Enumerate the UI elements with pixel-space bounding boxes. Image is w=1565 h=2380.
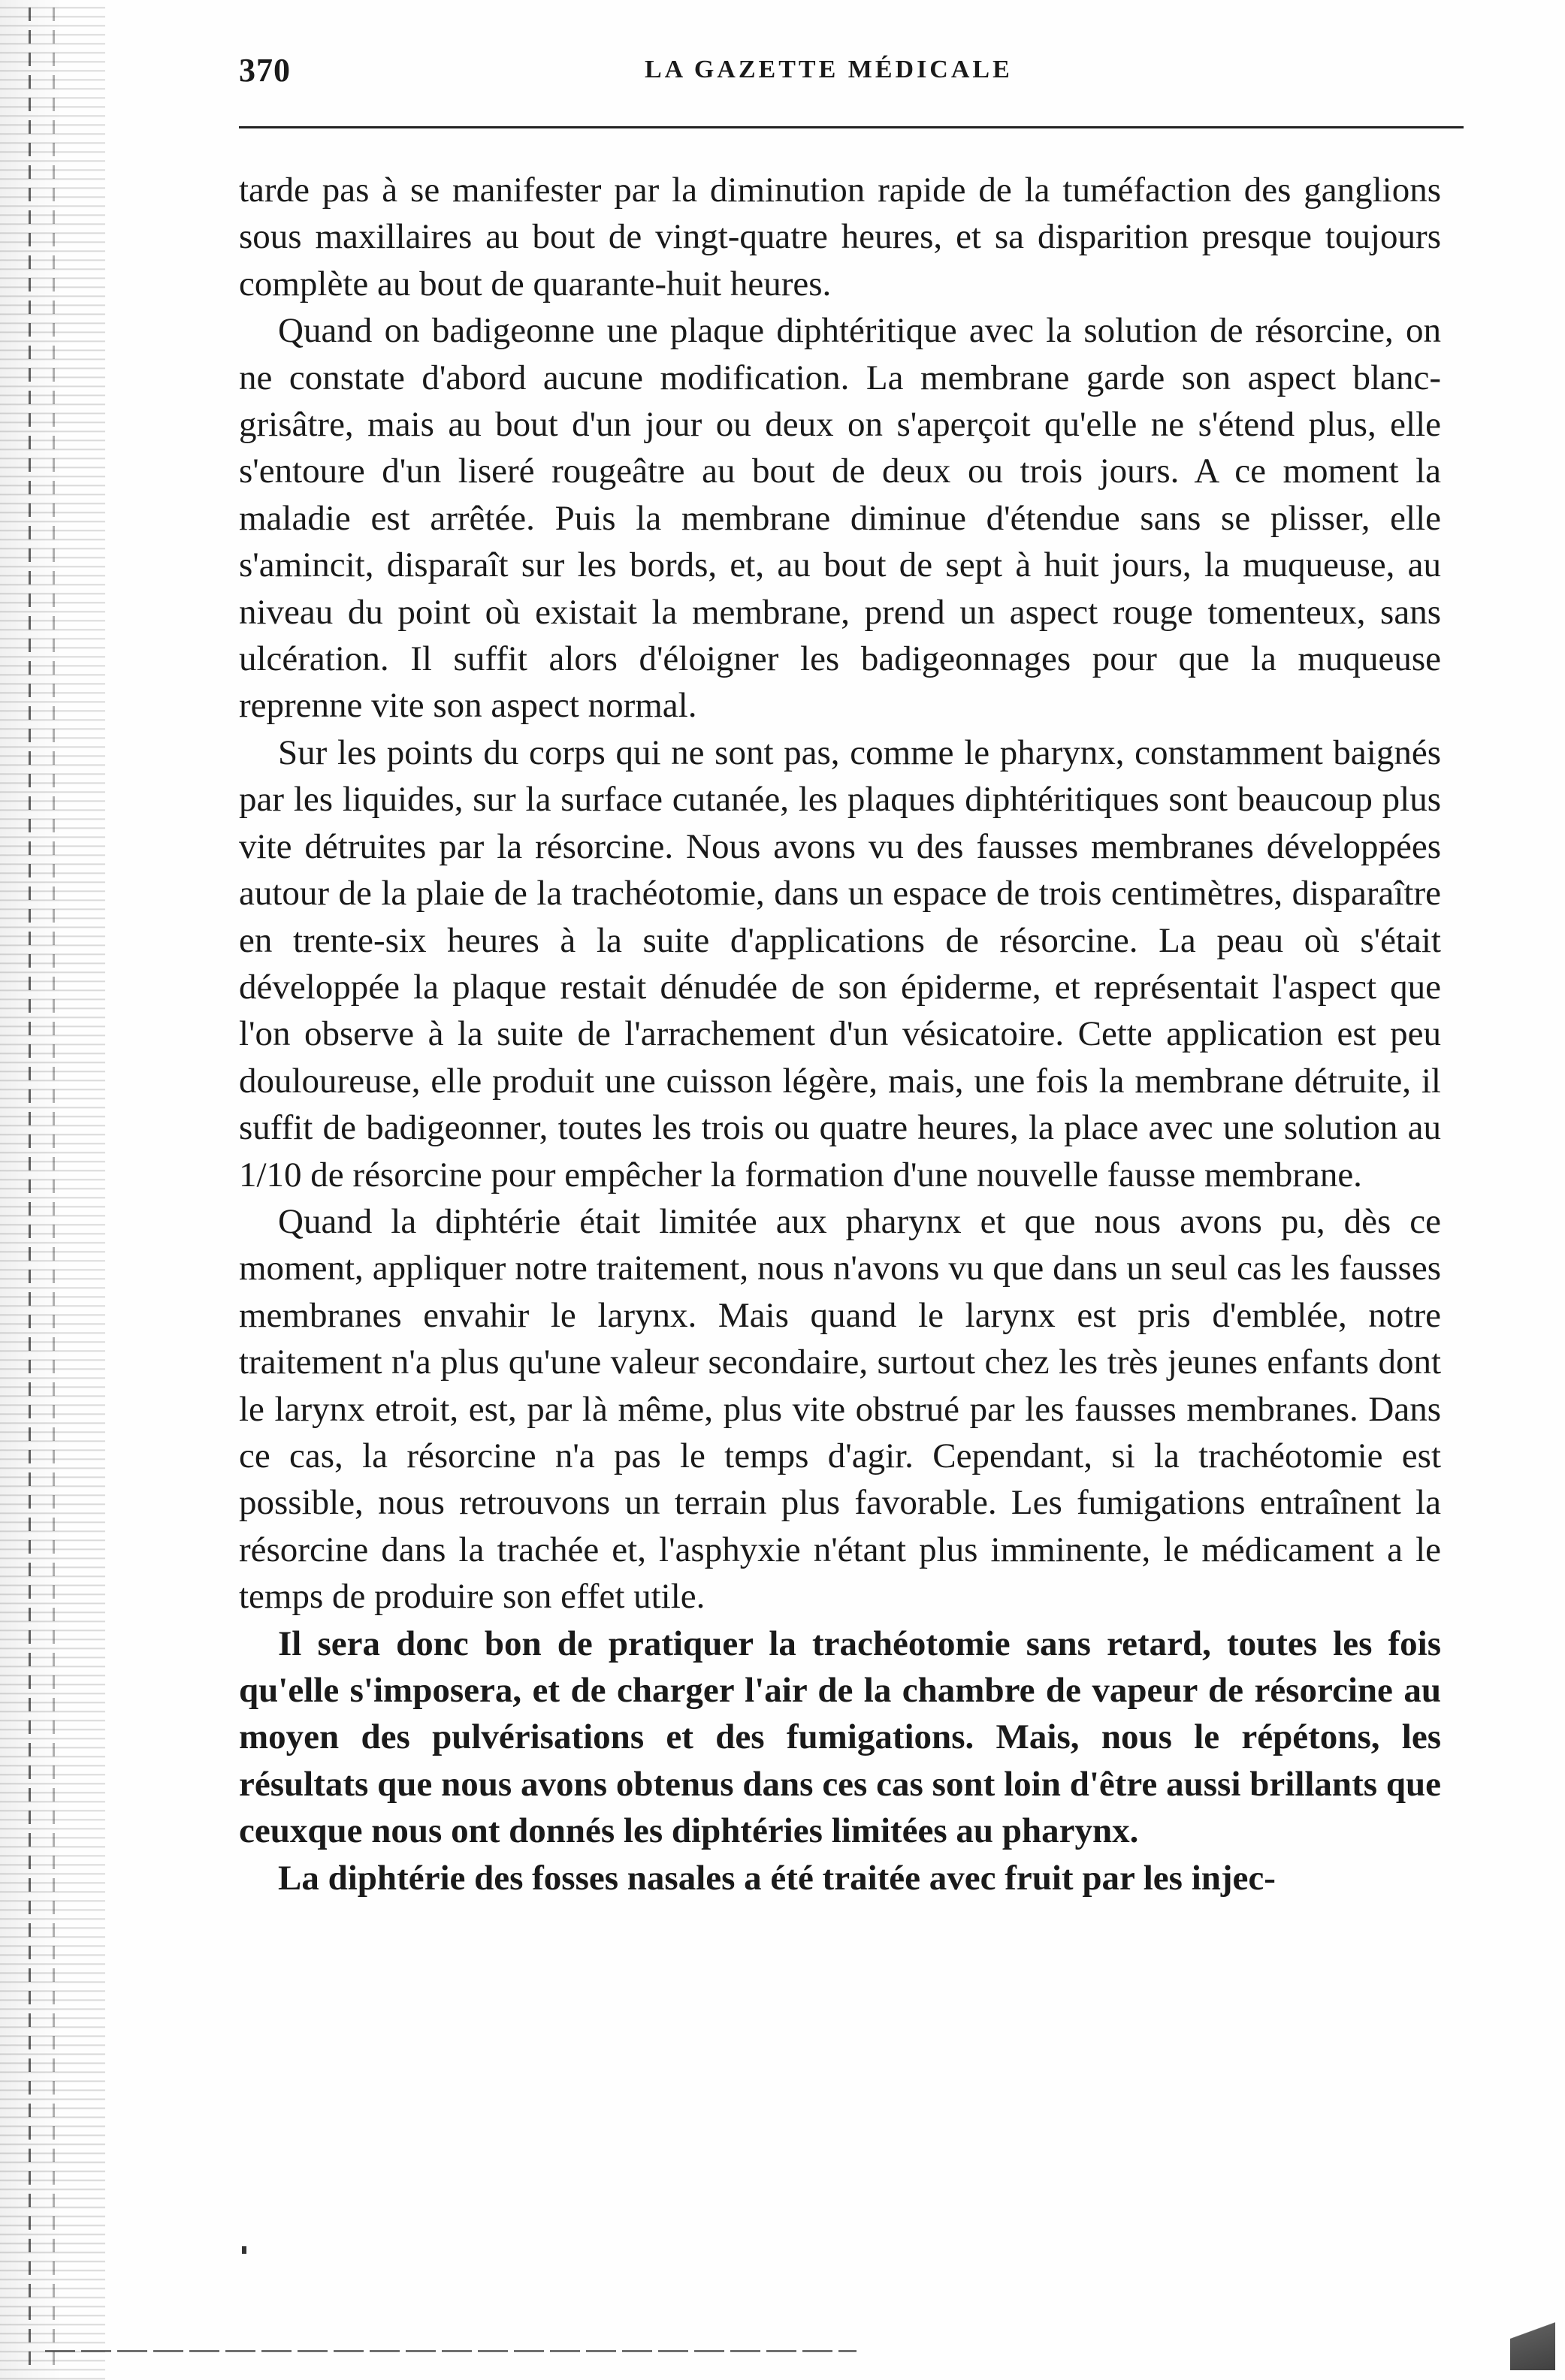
paragraph: Quand on badigeonne une plaque diphtéritique avec la solution de résorcine, on ne constate d'abord aucune modification. La membrane garde son aspect blanc-grisâtre, mais au bout d'un jour ou deux on s'aperçoit qu'elle ne s'étend plus, elle s'entoure d'un liseré rougeâtre au bout de deux ou trois jours. A ce moment la maladie est arrêtée. Puis la membrane diminue d'étendue sans se plisser, elle s'amincit, disparaît sur les bords, et, au bout de sept à huit jours, la muqueuse, au niveau du point où existait la membrane, prend un aspect rouge tomenteux, sans ulcération. Il suffit alors d'éloigner les badigeonnages pour que la muqueuse reprenne vite son aspect normal. <box>239 311 1441 726</box>
paragraph: Il sera donc bon de pratiquer la trachéotomie sans retard, toutes les fois qu'elle s'imposera, et de charger l'air de la chambre de vapeur de résorcine au moyen des pulvérisations et des fumigations. Mais, nous le répétons, les résultats que nous avons obtenus dans ces cas sont loin d'être aussi brillants que ceuxque nous ont donnés les diphtéries limitées au pharynx. <box>239 1623 1441 1851</box>
paragraph: tarde pas à se manifester par la diminution rapide de la tuméfaction des ganglions sous maxillaires au bout de vingt-quatre heures, et sa disparition presque toujours complète au bout de quarante-huit heures. <box>239 171 1441 304</box>
page-number: 370 <box>239 52 291 89</box>
binding-edge-line <box>53 8 55 2366</box>
paragraph: Sur les points du corps qui ne sont pas, comme le pharynx, constamment baignés par les liquides, sur la surface cutanée, les plaques diphtéritiques sont beaucoup plus vite détruites par la résorcine. Nous avons vu des fausses membranes développées autour de la plaie de la trachéotomie, dans un espace de trois centimètres, disparaître en trente-six heures à la suite d'applications de résorcine. La peau où s'était développée la plaque restait dénudée de son épiderme, et représentait l'aspect que l'on observe à la suite de l'arrachement d'un vésicatoire. Cette application est peu douloureuse, elle produit une cuisson légère, mais, une fois la membrane détruite, il suffit de badigeonner, toutes les trois ou quatre heures, la place avec une solution au 1/10 de résorcine pour empêcher la formation d'une nouvelle fausse membrane. <box>239 732 1441 1195</box>
paragraph: La diphtérie des fosses nasales a été traitée avec fruit par les injec- <box>278 1858 1276 1898</box>
stray-ink-mark <box>242 2246 246 2254</box>
footer-edge-line <box>45 2350 857 2352</box>
page-corner-shadow <box>1510 2318 1555 2370</box>
header-rule <box>239 126 1464 128</box>
article-body <box>239 167 1441 1901</box>
binding-edge-line <box>29 8 31 2366</box>
paragraph: Quand la diphtérie était limitée aux pharynx et que nous avons pu, dès ce moment, appliquer notre traitement, nous n'avons vu que dans un seul cas les fausses membranes envahir le larynx. Mais quand le larynx est pris d'emblée, notre traitement n'a plus qu'une valeur secondaire, surtout chez les très jeunes enfants dont le larynx etroit, est, par là même, plus vite obstrué par les fausses membranes. Dans ce cas, la résorcine n'a pas le temps d'agir. Cependant, si la trachéotomie est possible, nous retrouvons un terrain plus favorable. Les fumigations entraînent la résorcine dans la trachée et, l'asphyxie n'étant plus imminente, le médicament a le temps de produire son effet utile. <box>239 1201 1441 1617</box>
page-header <box>239 47 1426 99</box>
running-title: LA GAZETTE MÉDICALE <box>645 56 1013 83</box>
